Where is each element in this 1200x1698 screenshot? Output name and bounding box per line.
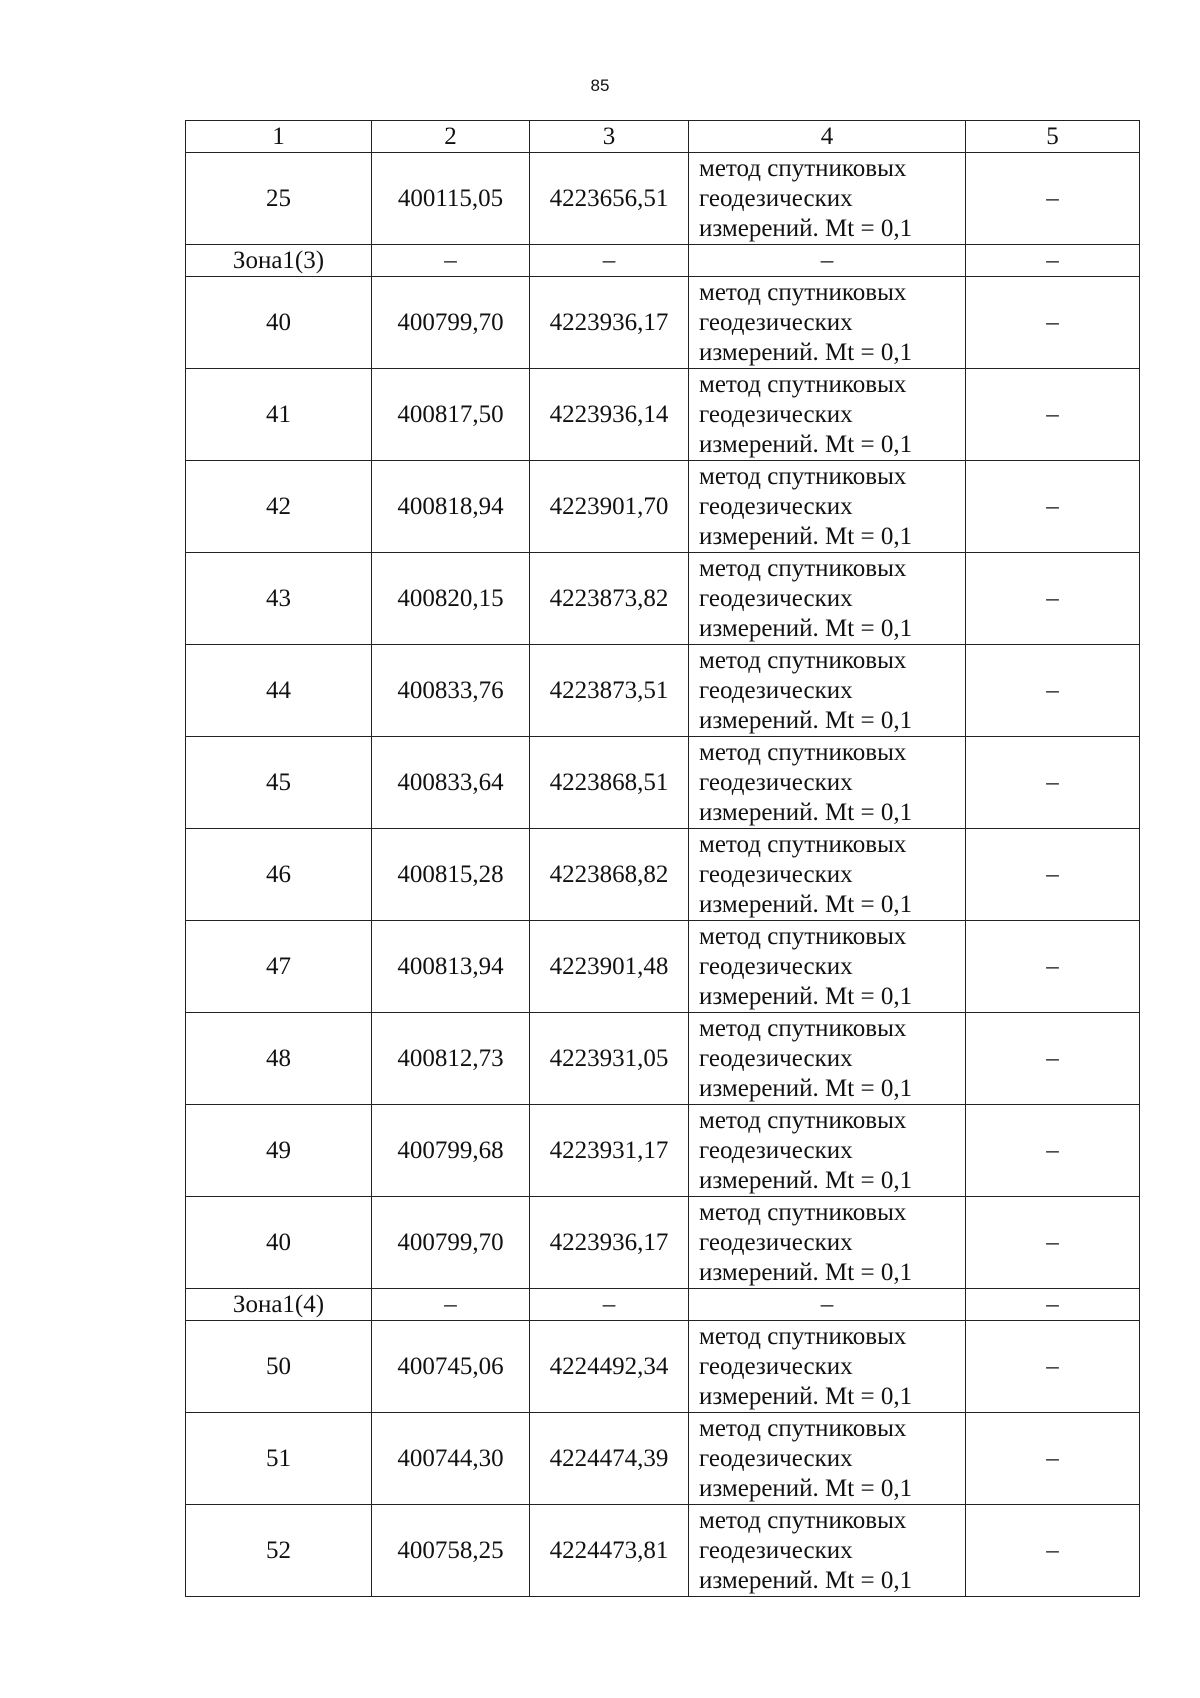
cell-point-number: 41: [186, 369, 372, 461]
cell-method: метод спутниковых геодезических измерений. Mt = 0,1: [689, 1105, 966, 1197]
page-number: 85: [590, 76, 610, 95]
cell-coord-x: 400817,50: [372, 369, 530, 461]
cell-point-number: 48: [186, 1013, 372, 1105]
cell-coord-x: 400758,25: [372, 1505, 530, 1597]
coordinates-table: [185, 120, 1140, 1597]
table-row: [186, 1321, 1140, 1413]
table-row: [186, 369, 1140, 461]
cell-point-number: 43: [186, 553, 372, 645]
cell-point-number: 44: [186, 645, 372, 737]
cell-point-number: 25: [186, 153, 372, 245]
header-col-5: 5: [966, 121, 1140, 153]
table-row: [186, 1197, 1140, 1289]
cell-coord-x: 400115,05: [372, 153, 530, 245]
cell-method: метод спутниковых геодезических измерений. Mt = 0,1: [689, 461, 966, 553]
cell-point-number: 42: [186, 461, 372, 553]
cell-method: –: [689, 1289, 966, 1321]
cell-coord-x: 400745,06: [372, 1321, 530, 1413]
header-row: [186, 121, 1140, 153]
table-row: [186, 645, 1140, 737]
cell-method: –: [689, 245, 966, 277]
cell-coord-y: 4224492,34: [530, 1321, 689, 1413]
cell-point-number: 45: [186, 737, 372, 829]
cell-coord-x: 400744,30: [372, 1413, 530, 1505]
table-row: [186, 1013, 1140, 1105]
cell-coord-y: 4223873,51: [530, 645, 689, 737]
table-row: [186, 737, 1140, 829]
header-col-3: 3: [530, 121, 689, 153]
cell-point-number: 51: [186, 1413, 372, 1505]
cell-coord-y: 4223931,05: [530, 1013, 689, 1105]
cell-method: метод спутниковых геодезических измерений. Mt = 0,1: [689, 1505, 966, 1597]
cell-method: метод спутниковых геодезических измерений. Mt = 0,1: [689, 829, 966, 921]
cell-note: –: [966, 829, 1140, 921]
cell-coord-x: 400799,68: [372, 1105, 530, 1197]
cell-coord-y: 4223873,82: [530, 553, 689, 645]
cell-point-number: 46: [186, 829, 372, 921]
cell-coord-x: 400799,70: [372, 1197, 530, 1289]
cell-method: метод спутниковых геодезических измерений. Mt = 0,1: [689, 645, 966, 737]
cell-coord-x: 400812,73: [372, 1013, 530, 1105]
cell-coord-y: –: [530, 1289, 689, 1321]
cell-coord-y: 4223868,51: [530, 737, 689, 829]
cell-method: метод спутниковых геодезических измерений. Mt = 0,1: [689, 1197, 966, 1289]
cell-note: –: [966, 1321, 1140, 1413]
zone-label: Зона1(4): [186, 1289, 372, 1321]
cell-coord-y: 4223931,17: [530, 1105, 689, 1197]
cell-note: –: [966, 1289, 1140, 1321]
table-row: [186, 1505, 1140, 1597]
cell-note: –: [966, 645, 1140, 737]
cell-coord-y: 4223868,82: [530, 829, 689, 921]
table-row: [186, 153, 1140, 245]
cell-method: метод спутниковых геодезических измерений. Mt = 0,1: [689, 1413, 966, 1505]
cell-note: –: [966, 1413, 1140, 1505]
cell-note: –: [966, 1505, 1140, 1597]
cell-note: –: [966, 461, 1140, 553]
cell-note: –: [966, 737, 1140, 829]
cell-coord-x: 400820,15: [372, 553, 530, 645]
cell-coord-y: 4223936,17: [530, 277, 689, 369]
cell-coord-y: 4224474,39: [530, 1413, 689, 1505]
table-row: [186, 1413, 1140, 1505]
cell-coord-y: –: [530, 245, 689, 277]
table-row: [186, 461, 1140, 553]
zone-row: [186, 1289, 1140, 1321]
cell-coord-x: 400833,64: [372, 737, 530, 829]
cell-coord-x: 400815,28: [372, 829, 530, 921]
table-body: [186, 153, 1140, 1597]
cell-point-number: 52: [186, 1505, 372, 1597]
cell-point-number: 50: [186, 1321, 372, 1413]
cell-coord-x: 400813,94: [372, 921, 530, 1013]
cell-coord-y: 4223901,70: [530, 461, 689, 553]
cell-coord-y: 4223936,14: [530, 369, 689, 461]
cell-point-number: 47: [186, 921, 372, 1013]
cell-coord-y: 4223901,48: [530, 921, 689, 1013]
cell-coord-y: 4224473,81: [530, 1505, 689, 1597]
table-row: [186, 829, 1140, 921]
cell-note: –: [966, 1105, 1140, 1197]
table-row: [186, 553, 1140, 645]
header-col-4: 4: [689, 121, 966, 153]
header-col-1: 1: [186, 121, 372, 153]
cell-method: метод спутниковых геодезических измерений. Mt = 0,1: [689, 153, 966, 245]
cell-note: –: [966, 369, 1140, 461]
cell-note: –: [966, 1197, 1140, 1289]
cell-note: –: [966, 921, 1140, 1013]
cell-point-number: 49: [186, 1105, 372, 1197]
cell-method: метод спутниковых геодезических измерений. Mt = 0,1: [689, 737, 966, 829]
cell-note: –: [966, 245, 1140, 277]
cell-note: –: [966, 153, 1140, 245]
table-row: [186, 921, 1140, 1013]
cell-method: метод спутниковых геодезических измерений. Mt = 0,1: [689, 277, 966, 369]
cell-method: метод спутниковых геодезических измерений. Mt = 0,1: [689, 921, 966, 1013]
zone-row: [186, 245, 1140, 277]
cell-method: метод спутниковых геодезических измерений. Mt = 0,1: [689, 1013, 966, 1105]
cell-coord-x: –: [372, 1289, 530, 1321]
cell-coord-x: 400799,70: [372, 277, 530, 369]
table-header: [186, 121, 1140, 153]
cell-method: метод спутниковых геодезических измерений. Mt = 0,1: [689, 1321, 966, 1413]
cell-coord-x: –: [372, 245, 530, 277]
cell-coord-y: 4223656,51: [530, 153, 689, 245]
zone-label: Зона1(3): [186, 245, 372, 277]
table-row: [186, 277, 1140, 369]
cell-coord-x: 400833,76: [372, 645, 530, 737]
cell-method: метод спутниковых геодезических измерений. Mt = 0,1: [689, 553, 966, 645]
cell-point-number: 40: [186, 1197, 372, 1289]
cell-note: –: [966, 553, 1140, 645]
cell-point-number: 40: [186, 277, 372, 369]
table-row: [186, 1105, 1140, 1197]
header-col-2: 2: [372, 121, 530, 153]
cell-note: –: [966, 1013, 1140, 1105]
cell-method: метод спутниковых геодезических измерений. Mt = 0,1: [689, 369, 966, 461]
cell-note: –: [966, 277, 1140, 369]
cell-coord-x: 400818,94: [372, 461, 530, 553]
cell-coord-y: 4223936,17: [530, 1197, 689, 1289]
